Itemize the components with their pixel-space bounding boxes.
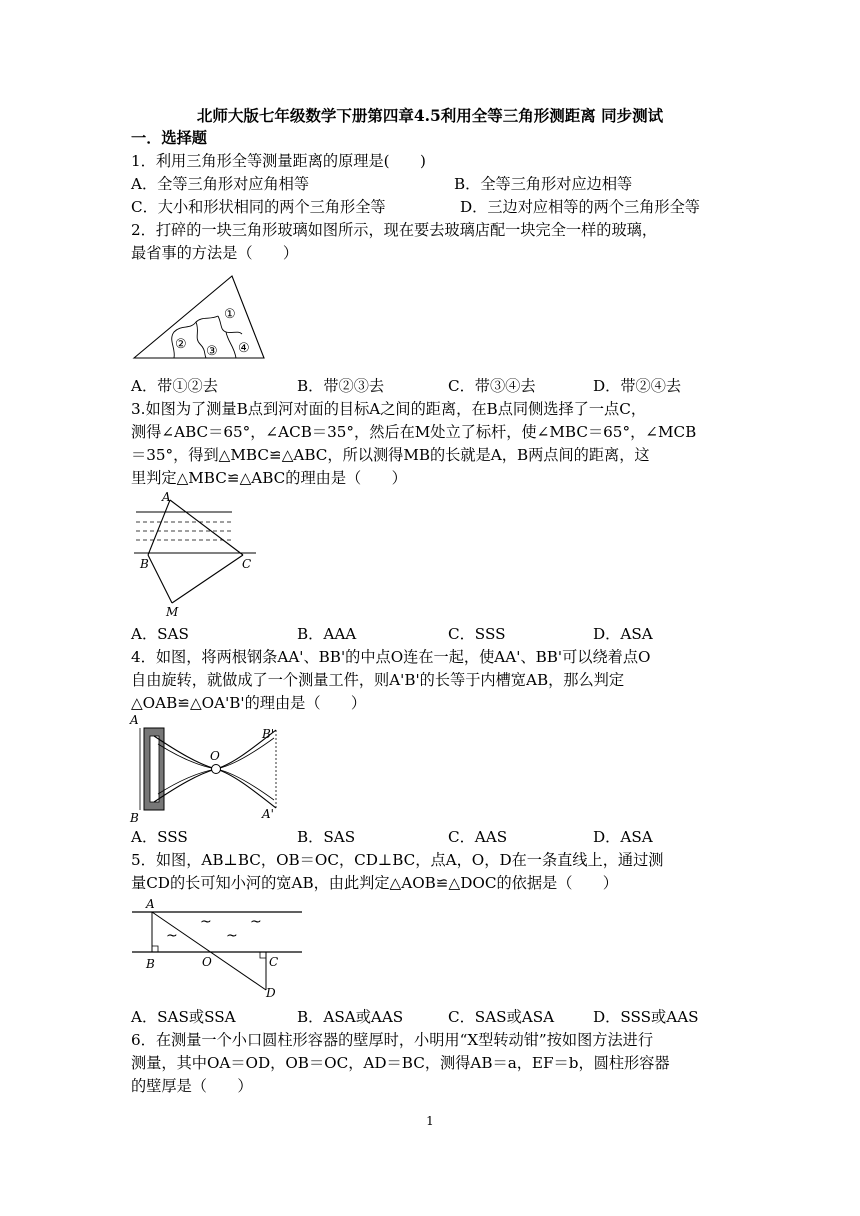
q3-fig-label-b: B xyxy=(140,557,149,571)
q3-stem-line1: 3.如图为了测量B点到河对面的目标A之间的距离，在B点同侧选择了一点C， xyxy=(131,400,647,418)
q3-fig-label-m: M xyxy=(166,605,179,618)
q3-fig-label-a: A xyxy=(162,490,171,504)
q5-fig-label-a: A xyxy=(146,897,155,911)
q4-fig-label-b-prime: B' xyxy=(262,727,275,741)
q2-fig-label-2: ② xyxy=(175,337,187,352)
q6-stem-line1: 6．在测量一个小口圆柱形容器的壁厚时，小明用“X型转动钳”按如图方法进行 xyxy=(131,1031,654,1049)
q5-stem-line1: 5．如图，AB⊥BC，OB＝OC，CD⊥BC，点A，O，D在一条直线上，通过测 xyxy=(131,851,664,869)
q1-stem: 1．利用三角形全等测量距离的原理是( ) xyxy=(131,152,426,170)
q5-fig-label-c: C xyxy=(269,955,279,969)
q5-option-b: B．ASA或AAS xyxy=(297,1008,404,1026)
q3-stem-line3: ＝35°，得到△MBC≌△ABC，所以测得MB的长就是A，B两点间的距离，这 xyxy=(131,446,650,464)
q1-option-d: D．三边对应相等的两个三角形全等 xyxy=(460,198,700,216)
q3-option-d: D．ASA xyxy=(593,625,653,643)
q5-wave-2: ~ xyxy=(250,914,262,930)
q4-option-a: A．SSS xyxy=(131,828,188,846)
q5-fig-label-b: B xyxy=(146,957,155,971)
q2-glass-figure xyxy=(130,272,270,364)
q1-option-c: C．大小和形状相同的两个三角形全等 xyxy=(131,198,386,216)
q3-option-c: C．SSS xyxy=(448,625,506,643)
q4-option-c: C．AAS xyxy=(448,828,508,846)
q4-fig-label-b: B xyxy=(130,811,139,824)
section-heading: 一．选择题 xyxy=(131,129,207,147)
q4-stem-line1: 4．如图，将两根钢条AA'、BB'的中点O连在一起，使AA'、BB'可以绕着点O xyxy=(131,648,651,666)
q2-fig-label-3: ③ xyxy=(206,344,218,359)
q3-river-figure xyxy=(130,490,270,618)
q6-stem-line3: 的壁厚是（ ） xyxy=(131,1077,253,1095)
q2-stem-line1: 2．打碎的一块三角形玻璃如图所示，现在要去玻璃店配一块完全一样的玻璃， xyxy=(131,221,658,239)
q4-option-d: D．ASA xyxy=(593,828,653,846)
q5-option-d: D．SSS或AAS xyxy=(593,1008,699,1026)
q2-option-c: C．带③④去 xyxy=(448,377,536,395)
q5-option-a: A．SAS或SSA xyxy=(131,1008,236,1026)
q2-fig-label-4: ④ xyxy=(238,341,250,356)
q5-stem-line2: 量CD的长可知小河的宽AB，由此判定△AOB≌△DOC的依据是（ ） xyxy=(131,874,618,892)
q5-wave-4: ~ xyxy=(226,928,238,944)
q5-wave-1: ~ xyxy=(200,914,212,930)
q1-option-a: A．全等三角形对应角相等 xyxy=(131,175,310,193)
q4-stem-line3: △OAB≌△OA'B'的理由是（ ） xyxy=(131,694,367,712)
q4-option-b: B．SAS xyxy=(297,828,356,846)
q2-option-d: D．带②④去 xyxy=(593,377,682,395)
q3-stem-line4: 里判定△MBC≌△ABC的理由是（ ） xyxy=(131,469,407,487)
q5-river-figure xyxy=(128,894,308,998)
q5-option-c: C．SAS或ASA xyxy=(448,1008,555,1026)
q4-fig-label-o: O xyxy=(210,749,220,763)
page-number: 1 xyxy=(426,1114,434,1128)
q2-fig-label-1: ① xyxy=(224,307,236,322)
q1-option-b: B．全等三角形对应边相等 xyxy=(454,175,633,193)
q5-fig-label-d: D xyxy=(266,986,276,998)
q4-stem-line2: 自由旋转，就做成了一个测量工件，则A'B'的长等于内槽宽AB，那么判定 xyxy=(131,671,625,689)
q4-tool-figure xyxy=(128,712,288,824)
q3-fig-label-c: C xyxy=(242,557,252,571)
q5-wave-3: ~ xyxy=(166,928,178,944)
q4-fig-label-a: A xyxy=(130,713,139,727)
q4-fig-label-a-prime: A' xyxy=(262,807,274,821)
q6-stem-line2: 测量，其中OA＝OD，OB＝OC，AD＝BC，测得AB＝a，EF＝b，圆柱形容器 xyxy=(131,1054,670,1072)
q2-option-a: A．带①②去 xyxy=(131,377,218,395)
page-title: 北师大版七年级数学下册第四章4.5利用全等三角形测距离 同步测试 xyxy=(196,106,664,125)
q3-stem-line2: 测得∠ABC＝65°，∠ACB＝35°，然后在M处立了标杆，使∠MBC＝65°，∠MCB xyxy=(131,423,697,441)
q3-option-a: A．SAS xyxy=(131,625,189,643)
q3-option-b: B．AAA xyxy=(297,625,357,643)
q5-fig-label-o: O xyxy=(202,955,212,969)
q2-stem-line2: 最省事的方法是（ ） xyxy=(131,244,299,262)
q2-option-b: B．带②③去 xyxy=(297,377,385,395)
